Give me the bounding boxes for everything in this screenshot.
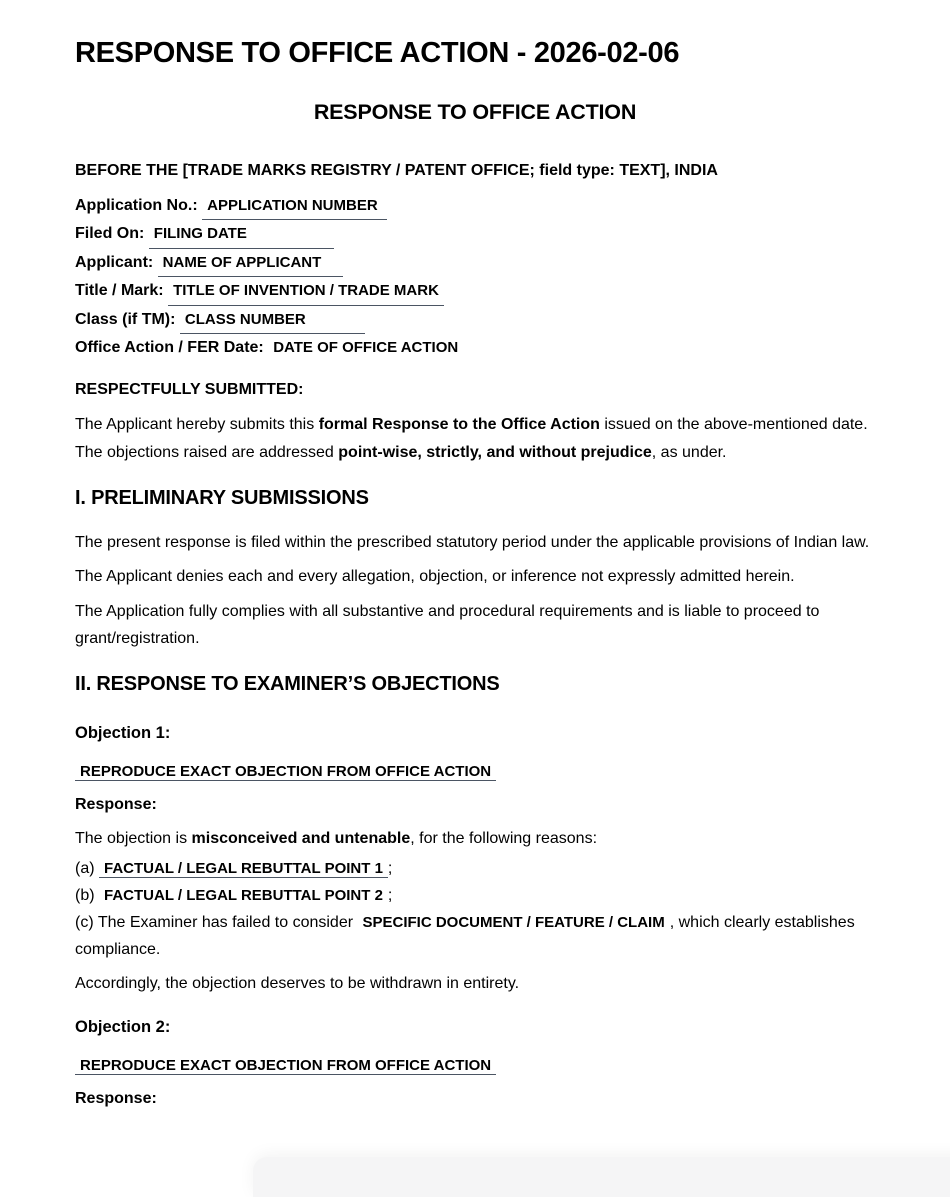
bottom-floating-panel[interactable] xyxy=(253,1157,950,1197)
objection-1-closing: Accordingly, the objection deserves to be withdrawn in entirety. xyxy=(75,974,520,992)
field-row-filed-on xyxy=(75,220,875,248)
preliminary-paragraph: The Application fully complies with all substantive and procedural requirements and is liable to proceed to grant/registration. xyxy=(75,602,820,647)
intro-text: , as under. xyxy=(651,443,727,461)
objection-quote-placeholder: REPRODUCE EXACT OBJECTION FROM OFFICE ACTION xyxy=(75,763,496,781)
point-b-placeholder: FACTUAL / LEGAL REBUTTAL POINT 2 xyxy=(104,886,383,904)
point-c-placeholder: SPECIFIC DOCUMENT / FEATURE / CLAIM xyxy=(362,914,665,932)
intro-bold: point-wise, strictly, and without prejudice xyxy=(338,443,652,461)
objection-1-label: Objection 1: xyxy=(75,724,171,743)
preliminary-paragraph: The present response is filed within the prescribed statutory period under the applicable provisions of Indian law. xyxy=(75,534,870,552)
field-value-placeholder: CLASS NUMBER xyxy=(180,306,365,334)
field-value-placeholder: DATE OF OFFICE ACTION xyxy=(273,339,459,357)
filing-fields xyxy=(75,192,875,361)
preliminary-paragraph: The Applicant denies each and every allegation, objection, or inference not expressly admitted herein. xyxy=(75,568,795,586)
point-b-suffix: ; xyxy=(387,886,393,904)
before-authority-line: BEFORE THE [TRADE MARKS REGISTRY / PATENT OFFICE; field type: TEXT], INDIA xyxy=(75,162,718,179)
objection-1-response-label: Response: xyxy=(75,796,157,814)
objection-quote-placeholder: REPRODUCE EXACT OBJECTION FROM OFFICE ACTION xyxy=(75,1057,496,1075)
field-label: Filed On: xyxy=(75,225,145,243)
field-value-placeholder: TITLE OF INVENTION / TRADE MARK xyxy=(168,277,444,305)
response-bold: misconceived and untenable xyxy=(191,830,411,848)
point-a-placeholder: FACTUAL / LEGAL REBUTTAL POINT 1 xyxy=(99,860,388,878)
response-text: The objection is xyxy=(75,830,192,848)
field-label: Title / Mark: xyxy=(75,282,164,300)
point-b-prefix: (b) xyxy=(75,886,95,904)
field-value-placeholder: APPLICATION NUMBER xyxy=(202,192,387,220)
page-title: RESPONSE TO OFFICE ACTION - 2026-02-06 xyxy=(75,37,680,69)
respectfully-submitted-label: RESPECTFULLY SUBMITTED: xyxy=(75,381,304,399)
field-row-class xyxy=(75,306,875,334)
objection-1-response-intro xyxy=(75,825,875,852)
field-row-title-mark xyxy=(75,277,875,305)
objection-2-quote xyxy=(75,1052,875,1079)
objection-1-quote xyxy=(75,758,875,785)
field-value-placeholder: FILING DATE xyxy=(149,220,334,248)
field-row-applicant xyxy=(75,249,875,277)
point-a-suffix: ; xyxy=(387,859,393,877)
objection-2-response-label: Response: xyxy=(75,1090,157,1107)
point-a-prefix: (a) xyxy=(75,859,95,877)
field-label: Applicant: xyxy=(75,253,154,271)
document-title: RESPONSE TO OFFICE ACTION xyxy=(313,100,637,124)
intro-bold: formal Response to the Office Action xyxy=(318,416,600,434)
field-value-placeholder: NAME OF APPLICANT xyxy=(158,249,343,277)
intro-text: The Applicant hereby submits this xyxy=(75,416,319,434)
field-label: Application No.: xyxy=(75,197,198,214)
field-label: Office Action / FER Date: xyxy=(75,339,264,357)
intro-text: issued on the above-mentioned date. The objections raised are addressed xyxy=(75,416,868,461)
field-label: Class (if TM): xyxy=(75,310,176,328)
field-row-office-action-date xyxy=(75,334,875,361)
objection-2-label: Objection 2: xyxy=(75,1018,171,1036)
response-text: , for the following reasons: xyxy=(410,830,598,848)
section-heading-objections: II. RESPONSE TO EXAMINER’S OBJECTIONS xyxy=(75,673,500,696)
objection-1-rebuttal-points xyxy=(75,855,875,964)
point-c-text: , which clearly establishes compliance. xyxy=(75,914,855,959)
submission-intro-paragraph xyxy=(75,411,875,466)
field-row-application-no xyxy=(75,192,875,220)
section-heading-preliminary: I. PRELIMINARY SUBMISSIONS xyxy=(75,487,369,510)
point-c-text: (c) The Examiner has failed to consider xyxy=(75,914,358,932)
